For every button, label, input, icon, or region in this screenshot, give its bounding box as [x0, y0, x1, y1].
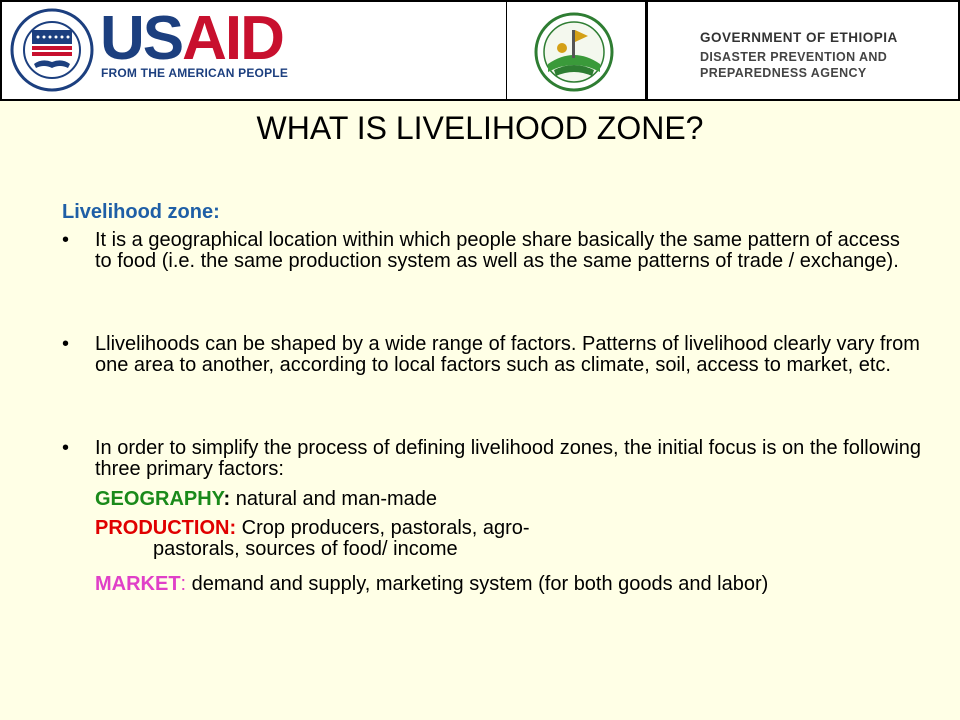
- factor-production: [95, 518, 935, 560]
- bullet-item-1: [62, 230, 922, 272]
- usaid-seal-icon: [10, 8, 94, 92]
- dppa-emblem-icon: [532, 10, 616, 94]
- bullet-item-3: [62, 438, 922, 480]
- usaid-us: US: [100, 4, 183, 73]
- usaid-logo-cell: [2, 2, 507, 99]
- factor-geography: [95, 489, 935, 510]
- factor-key: MARKET: [95, 573, 181, 595]
- factor-key: GEOGRAPHY: [95, 488, 224, 510]
- factor-market: [95, 574, 935, 595]
- factor-text-continued: pastorals, sources of food/ income: [153, 538, 458, 560]
- usaid-tagline: FROM THE AMERICAN PEOPLE: [101, 66, 289, 80]
- factor-key: PRODUCTION:: [95, 517, 237, 539]
- gov-line-2: DISASTER PREVENTION AND: [700, 50, 888, 64]
- header-banner: [0, 0, 960, 101]
- bullet-item-2: [62, 334, 922, 376]
- bullet-dot: •: [62, 437, 70, 459]
- gov-line-3: PREPAREDNESS AGENCY: [700, 66, 867, 80]
- factor-text: natural and man-made: [230, 488, 438, 510]
- emblem-cell: [507, 2, 647, 99]
- bullet-text: In order to simplify the process of defining livelihood zones, the initial focus is on the following three primary factors:: [95, 437, 922, 480]
- factor-separator: :: [180, 573, 187, 595]
- bullet-text: Llivelihoods can be shaped by a wide range of factors. Patterns of livelihood clearly vary from one area to another, according to local factors such as climate, soil, access to market, etc.: [95, 333, 920, 376]
- gov-line-1: GOVERNMENT OF ETHIOPIA: [700, 30, 898, 45]
- bullet-dot: •: [62, 333, 70, 355]
- subheading: Livelihood zone:: [62, 201, 220, 223]
- usaid-aid: AID: [182, 4, 283, 73]
- factor-separator: :: [223, 488, 231, 510]
- bullet-dot: •: [62, 229, 70, 251]
- factor-text: Crop producers, pastorals, agro-: [236, 517, 530, 539]
- factor-text: demand and supply, marketing system (for both goods and labor): [186, 573, 769, 595]
- bullet-text: It is a geographical location within which people share basically the same pattern of access to food (i.e. the same production system as well as the same patterns of trade / exchange).: [95, 229, 900, 272]
- government-cell: [647, 2, 958, 99]
- usaid-wordmark: [100, 4, 283, 73]
- slide-title: WHAT IS LIVELIHOOD ZONE?: [256, 110, 704, 146]
